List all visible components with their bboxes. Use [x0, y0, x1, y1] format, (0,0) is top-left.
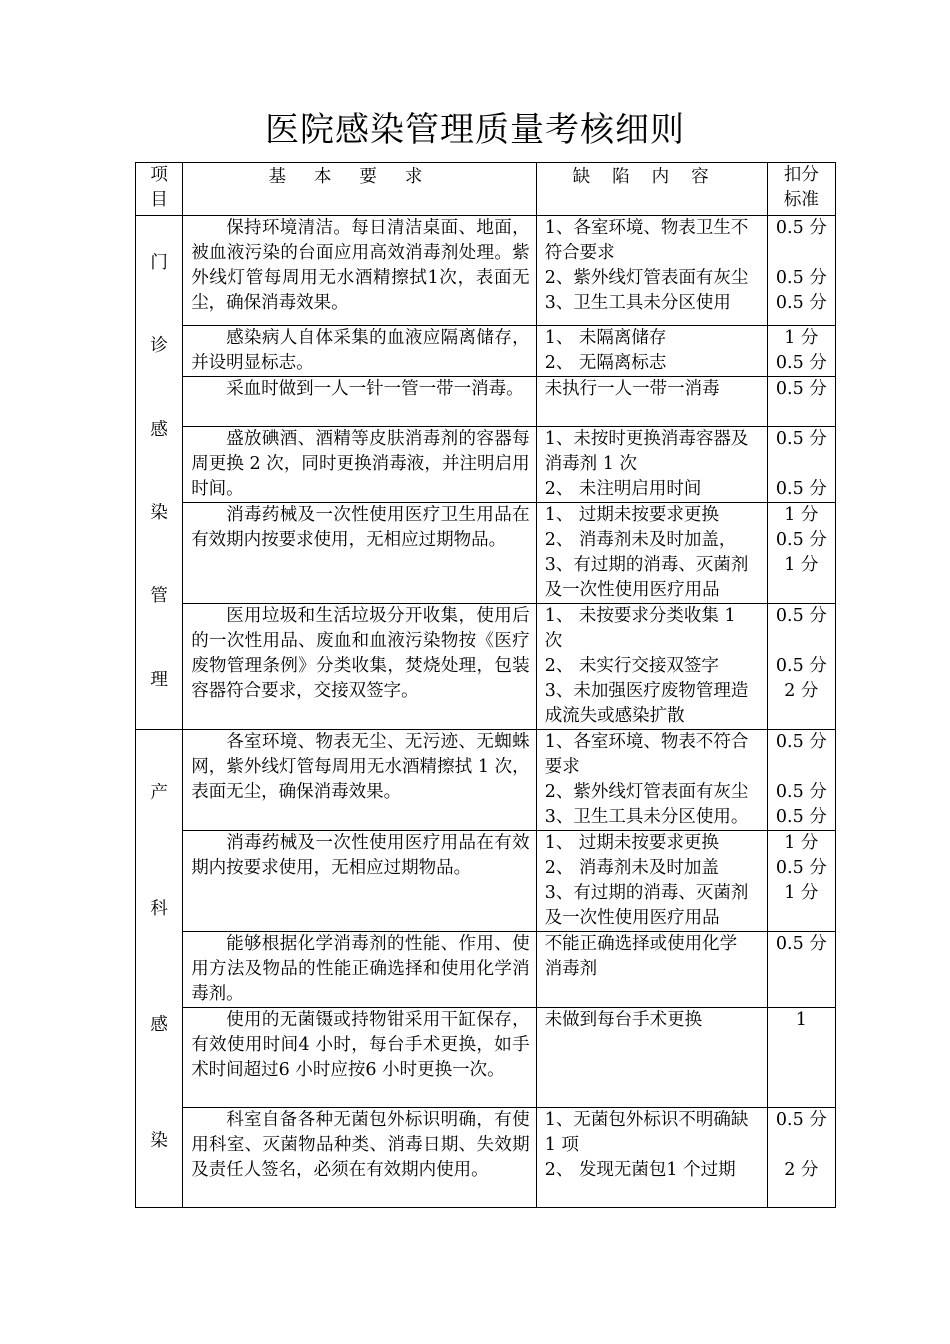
header-item-line: 项 [150, 165, 168, 185]
points-line: 0.5 分 [775, 293, 827, 313]
table-row [136, 604, 836, 730]
points-line: 2 分 [784, 1160, 819, 1180]
defect-cell [536, 604, 767, 730]
points-line [768, 629, 835, 654]
header-points-line: 扣分 [783, 165, 819, 185]
points-cell [767, 216, 835, 326]
table-header-row [136, 163, 836, 216]
section-item-char: 感 [150, 419, 168, 440]
points-cell [767, 932, 835, 1008]
defect-line: 1、未按时更换消毒容器及 [544, 429, 749, 449]
requirement-cell: 盛放碘酒、酒精等皮肤消毒剂的容器每周更换 2 次，同时更换消毒液，并注明启用时间。 [183, 427, 537, 503]
section-item-char: 染 [150, 1130, 168, 1151]
points-cell [767, 427, 835, 503]
table-row [136, 216, 836, 326]
table-row [136, 831, 836, 932]
defect-cell [536, 326, 767, 377]
requirement-cell: 消毒药械及一次性使用医疗卫生用品在有效期内按要求使用，无相应过期物品。 [183, 503, 537, 604]
points-cell [767, 730, 835, 831]
section-item-char: 管 [150, 586, 168, 607]
table-row [136, 377, 836, 427]
points-line: 1 分 [784, 833, 819, 853]
points-line [768, 241, 835, 266]
defect-line: 1、无菌包外标识不明确缺 [544, 1110, 749, 1130]
points-line [768, 452, 835, 477]
section-item-cell [136, 216, 183, 730]
defect-line: 1、各室环境、物表卫生不 [544, 218, 749, 238]
points-line: 1 分 [784, 328, 819, 348]
points-cell [767, 377, 835, 427]
points-cell [767, 1008, 835, 1108]
table-row [136, 1008, 836, 1108]
defect-line: 2、 未实行交接双签字 [544, 656, 719, 676]
points-cell [767, 1108, 835, 1208]
requirement-cell: 使用的无菌镊或持物钳采用干缸保存，有效使用时间4 小时，每台手术更换，如手术时间超过6 小时应按6 小时更换一次。 [183, 1008, 537, 1108]
defect-cell [536, 730, 767, 831]
defect-line: 1 项 [544, 1135, 579, 1155]
document-title: 医院感染管理质量考核细则 [265, 110, 685, 150]
defect-line: 1、 过期未按要求更换 [544, 833, 719, 853]
requirement-cell: 采血时做到一人一针一管一带一消毒。 [183, 377, 537, 427]
points-line: 2 分 [784, 681, 819, 701]
requirement-cell: 医用垃圾和生活垃圾分开收集，使用后的一次性用品、废血和血液污染物按《医疗废物管理条例》分类收集，焚烧处理，包装容器符合要求，交接双签字。 [183, 604, 537, 730]
points-cell [767, 503, 835, 604]
points-line: 1 分 [784, 505, 819, 525]
defect-line: 及一次性使用医疗用品 [544, 580, 720, 600]
defect-line: 未执行一人一带一消毒 [544, 379, 720, 399]
section-item-char: 染 [150, 503, 168, 524]
section-item-char: 理 [150, 669, 168, 690]
defect-line: 符合要求 [544, 243, 615, 263]
points-line: 0.5 分 [775, 606, 827, 626]
header-defects: 缺陷内容 [536, 163, 767, 216]
table-row [136, 427, 836, 503]
defect-line: 3、卫生工具未分区使用。 [544, 807, 749, 827]
points-line: 0.5 分 [775, 1110, 827, 1130]
defect-cell [536, 1108, 767, 1208]
assessment-table [135, 162, 836, 1208]
requirement-cell: 消毒药械及一次性使用医疗用品在有效期内按要求使用，无相应过期物品。 [183, 831, 537, 932]
defect-line: 2、 消毒剂未及时加盖 [544, 858, 719, 878]
points-line: 1 分 [784, 883, 819, 903]
section-item-char: 诊 [150, 336, 168, 357]
requirement-cell: 能够根据化学消毒剂的性能、作用、使用方法及物品的性能正确选择和使用化学消毒剂。 [183, 932, 537, 1008]
table-row [136, 326, 836, 377]
defect-cell [536, 932, 767, 1008]
defect-cell [536, 216, 767, 326]
defect-line: 2、 消毒剂未及时加盖， [544, 530, 737, 550]
defect-line: 消毒剂 1 次 [544, 454, 637, 474]
defect-line: 3、有过期的消毒、灭菌剂 [544, 555, 749, 575]
points-line: 0.5 分 [775, 530, 827, 550]
table-row [136, 503, 836, 604]
section-item-char: 产 [150, 783, 168, 804]
defect-line: 1、 未按要求分类收集 1 [544, 606, 736, 626]
points-line: 0.5 分 [775, 732, 827, 752]
defect-line: 次 [544, 631, 563, 651]
section-item-char: 感 [150, 1014, 168, 1035]
defect-cell [536, 427, 767, 503]
defect-cell [536, 503, 767, 604]
header-item [136, 163, 183, 216]
points-line [768, 755, 835, 780]
points-line: 0.5 分 [775, 782, 827, 802]
requirement-cell: 保持环境清洁。每日清洁桌面、地面，被血液污染的台面应用高效消毒剂处理。紫外线灯管每周用无水酒精擦拭1次，表面无尘，确保消毒效果。 [183, 216, 537, 326]
points-line: 0.5 分 [775, 807, 827, 827]
defect-line: 3、卫生工具未分区使用 [544, 293, 731, 313]
defect-line: 2、紫外线灯管表面有灰尘 [544, 782, 749, 802]
header-item-line: 目 [150, 190, 168, 210]
requirement-cell: 感染病人自体采集的血液应隔离储存，并设明显标志。 [183, 326, 537, 377]
points-line: 0.5 分 [775, 858, 827, 878]
defect-line: 成流失或感染扩散 [544, 706, 685, 726]
defect-line: 2、紫外线灯管表面有灰尘 [544, 268, 749, 288]
table-row [136, 730, 836, 831]
defect-line: 不能正确选择或使用化学 [544, 934, 738, 954]
header-requirements: 基本要求 [183, 163, 537, 216]
defect-line: 1、各室环境、物表不符合 [544, 732, 749, 752]
defect-cell [536, 377, 767, 427]
header-points [767, 163, 835, 216]
points-cell [767, 604, 835, 730]
defect-line: 要求 [544, 757, 580, 777]
table-row [136, 1108, 836, 1208]
points-line: 0.5 分 [775, 218, 827, 238]
defect-line: 1、 过期未按要求更换 [544, 505, 719, 525]
defect-line: 3、有过期的消毒、灭菌剂 [544, 883, 749, 903]
points-cell [767, 831, 835, 932]
points-line: 0.5 分 [775, 934, 827, 954]
defect-line: 3、未加强医疗废物管理造 [544, 681, 749, 701]
points-line: 0.5 分 [775, 268, 827, 288]
defect-line: 1、 未隔离储存 [544, 328, 667, 348]
points-line [768, 906, 835, 931]
defect-line: 2、 发现无菌包1 个过期 [544, 1160, 736, 1180]
points-line: 0.5 分 [775, 353, 827, 373]
points-line: 0.5 分 [775, 429, 827, 449]
defect-line: 2、 未注明启用时间 [544, 479, 702, 499]
points-line [768, 1133, 835, 1158]
requirement-cell: 各室环境、物表无尘、无污迹、无蜘蛛网，紫外线灯管每周用无水酒精擦拭 1 次，表面无尘，确保消毒效果。 [183, 730, 537, 831]
defect-line: 2、 无隔离标志 [544, 353, 667, 373]
defect-line: 消毒剂 [544, 959, 598, 979]
section-item-char: 科 [150, 899, 168, 920]
points-line [768, 578, 835, 603]
points-line: 0.5 分 [775, 479, 827, 499]
points-line: 0.5 分 [775, 379, 827, 399]
section-item-char: 门 [150, 253, 168, 274]
defect-cell [536, 1008, 767, 1108]
points-line: 1 [795, 1010, 807, 1030]
section-item-cell [136, 730, 183, 1208]
table-row [136, 932, 836, 1008]
points-line: 0.5 分 [775, 656, 827, 676]
points-line: 1 分 [784, 555, 819, 575]
points-line [768, 704, 835, 729]
defect-cell [536, 831, 767, 932]
header-points-line: 标准 [783, 190, 819, 210]
points-cell [767, 326, 835, 377]
defect-line: 未做到每台手术更换 [544, 1010, 703, 1030]
defect-line: 及一次性使用医疗用品 [544, 908, 720, 928]
requirement-cell: 科室自备各种无菌包外标识明确，有使用科室、灭菌物品种类、消毒日期、失效期及责任人签名，必须在有效期内使用。 [183, 1108, 537, 1208]
